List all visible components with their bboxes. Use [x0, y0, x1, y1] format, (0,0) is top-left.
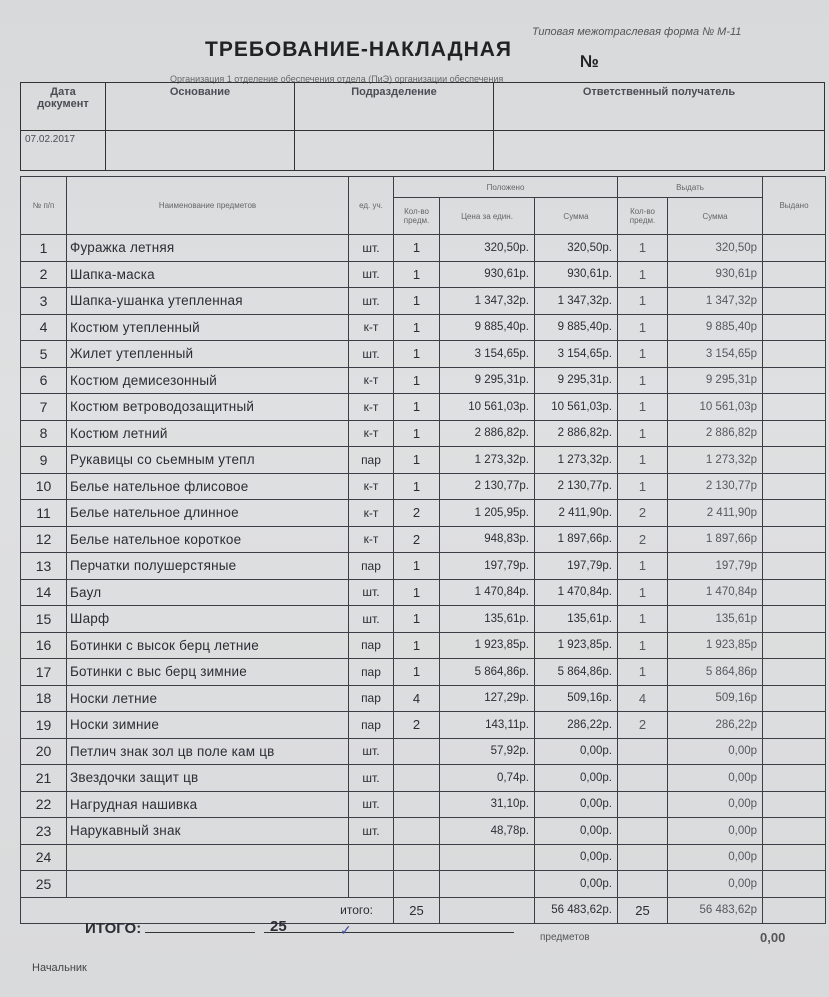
- item-price: 1 923,85р.: [440, 632, 535, 659]
- item-name: Ботинки с высок берц летние: [67, 632, 349, 659]
- row-number: 18: [21, 685, 67, 712]
- item-price: 1 347,32р.: [440, 288, 535, 315]
- item-unit: пар: [349, 659, 394, 686]
- item-unit: шт.: [349, 765, 394, 792]
- item-price: 3 154,65р.: [440, 341, 535, 368]
- item-qty: 1: [394, 314, 440, 341]
- date-value: 07.02.2017: [21, 131, 106, 171]
- item-unit: шт.: [349, 791, 394, 818]
- item-sum: 2 130,77р.: [535, 473, 618, 500]
- item-issued-qty: 2: [618, 500, 668, 527]
- row-number: 11: [21, 500, 67, 527]
- table-row: [21, 288, 826, 315]
- item-name: Звездочки защит цв: [67, 765, 349, 792]
- footer-right-value: 0,00: [760, 930, 786, 945]
- item-sum: 509,16р.: [535, 685, 618, 712]
- item-unit: [349, 871, 394, 898]
- item-extra: [763, 341, 826, 368]
- item-qty: 1: [394, 341, 440, 368]
- item-issued-sum: 1 347,32р: [668, 288, 763, 315]
- table-row: [21, 314, 826, 341]
- table-row: [21, 712, 826, 739]
- item-unit: пар: [349, 712, 394, 739]
- item-unit: шт.: [349, 606, 394, 633]
- item-name: Фуражка летняя: [67, 235, 349, 262]
- item-qty: 1: [394, 473, 440, 500]
- item-price: 320,50р.: [440, 235, 535, 262]
- item-qty: [394, 871, 440, 898]
- item-sum: 9 295,31р.: [535, 367, 618, 394]
- totals-sum: 56 483,62р.: [535, 897, 618, 924]
- table-row: [21, 235, 826, 262]
- item-sum: 930,61р.: [535, 261, 618, 288]
- row-number: 14: [21, 579, 67, 606]
- item-extra: [763, 818, 826, 845]
- item-name: Баул: [67, 579, 349, 606]
- row-number: 17: [21, 659, 67, 686]
- row-number: 15: [21, 606, 67, 633]
- division-label: Подразделение: [295, 83, 494, 131]
- item-unit: к-т: [349, 473, 394, 500]
- item-issued-sum: 286,22р: [668, 712, 763, 739]
- item-price: 197,79р.: [440, 553, 535, 580]
- item-price: 9 885,40р.: [440, 314, 535, 341]
- pen-mark-icon: ✓: [340, 922, 352, 938]
- item-name: Белье нательное флисовое: [67, 473, 349, 500]
- item-qty: [394, 738, 440, 765]
- item-qty: 1: [394, 447, 440, 474]
- row-number: 1: [21, 235, 67, 262]
- item-name: Нагрудная нашивка: [67, 791, 349, 818]
- item-issued-qty: 1: [618, 579, 668, 606]
- table-row: [21, 606, 826, 633]
- row-number: 21: [21, 765, 67, 792]
- item-issued-qty: [618, 871, 668, 898]
- item-issued-sum: 135,61р: [668, 606, 763, 633]
- item-sum: 1 897,66р.: [535, 526, 618, 553]
- table-row: [21, 526, 826, 553]
- item-name: Петлич знак зол цв поле кам цв: [67, 738, 349, 765]
- item-unit: к-т: [349, 394, 394, 421]
- col-due-qty: Кол-во предм.: [394, 198, 440, 235]
- item-sum: 2 411,90р.: [535, 500, 618, 527]
- table-row: [21, 500, 826, 527]
- row-number: 5: [21, 341, 67, 368]
- item-sum: 2 886,82р.: [535, 420, 618, 447]
- form-type-label: Типовая межотраслевая форма № М-11: [532, 26, 742, 38]
- item-issued-qty: [618, 791, 668, 818]
- item-price: 2 886,82р.: [440, 420, 535, 447]
- row-number: 12: [21, 526, 67, 553]
- table-row: [21, 738, 826, 765]
- item-issued-qty: 1: [618, 261, 668, 288]
- row-number: 4: [21, 314, 67, 341]
- item-issued-qty: 1: [618, 235, 668, 262]
- item-extra: [763, 579, 826, 606]
- header-table: [20, 82, 825, 171]
- item-price: 127,29р.: [440, 685, 535, 712]
- item-issued-sum: 509,16р: [668, 685, 763, 712]
- table-row: [21, 844, 826, 871]
- item-sum: 197,79р.: [535, 553, 618, 580]
- item-price: 143,11р.: [440, 712, 535, 739]
- item-issued-qty: [618, 818, 668, 845]
- item-issued-sum: 0,00р: [668, 844, 763, 871]
- item-price: [440, 871, 535, 898]
- item-issued-sum: 930,61р: [668, 261, 763, 288]
- item-name: Рукавицы со сьемным утепл: [67, 447, 349, 474]
- item-unit: шт.: [349, 738, 394, 765]
- item-extra: [763, 712, 826, 739]
- item-name: Костюм утепленный: [67, 314, 349, 341]
- item-issued-qty: 1: [618, 314, 668, 341]
- date-label: Дата документ: [21, 83, 106, 131]
- item-extra: [763, 500, 826, 527]
- document-title: ТРЕБОВАНИЕ-НАКЛАДНАЯ: [205, 38, 513, 61]
- item-sum: 135,61р.: [535, 606, 618, 633]
- item-unit: шт.: [349, 579, 394, 606]
- item-sum: 10 561,03р.: [535, 394, 618, 421]
- item-unit: шт.: [349, 261, 394, 288]
- footer-tail: предметов: [540, 932, 590, 943]
- item-qty: 1: [394, 394, 440, 421]
- item-extra: [763, 526, 826, 553]
- item-issued-sum: 0,00р: [668, 871, 763, 898]
- item-issued-sum: 1 923,85р: [668, 632, 763, 659]
- item-extra: [763, 844, 826, 871]
- item-sum: 286,22р.: [535, 712, 618, 739]
- col-sum: Сумма: [535, 198, 618, 235]
- row-number: 7: [21, 394, 67, 421]
- item-issued-sum: 1 273,32р: [668, 447, 763, 474]
- item-issued-sum: 2 130,77р: [668, 473, 763, 500]
- row-number: 19: [21, 712, 67, 739]
- item-issued-sum: 1 897,66р: [668, 526, 763, 553]
- col-due: Положено: [394, 177, 618, 198]
- item-issued-qty: 1: [618, 606, 668, 633]
- item-qty: [394, 791, 440, 818]
- item-extra: [763, 420, 826, 447]
- item-issued-qty: 1: [618, 394, 668, 421]
- col-name: Наименование предметов: [67, 177, 349, 235]
- item-unit: пар: [349, 447, 394, 474]
- item-issued-qty: 1: [618, 420, 668, 447]
- items-table: [20, 176, 826, 924]
- item-qty: 2: [394, 500, 440, 527]
- item-price: 2 130,77р.: [440, 473, 535, 500]
- item-sum: 0,00р.: [535, 871, 618, 898]
- row-number: 16: [21, 632, 67, 659]
- item-issued-qty: 1: [618, 447, 668, 474]
- table-row: [21, 579, 826, 606]
- item-qty: 1: [394, 261, 440, 288]
- totals-issued-sum: 56 483,62р: [668, 897, 763, 924]
- table-row: [21, 791, 826, 818]
- item-issued-qty: 1: [618, 288, 668, 315]
- table-row: [21, 685, 826, 712]
- item-sum: 1 347,32р.: [535, 288, 618, 315]
- item-name: Белье нательное короткое: [67, 526, 349, 553]
- item-issued-qty: 1: [618, 553, 668, 580]
- row-number: 8: [21, 420, 67, 447]
- item-issued-qty: 1: [618, 473, 668, 500]
- item-sum: 9 885,40р.: [535, 314, 618, 341]
- item-unit: пар: [349, 553, 394, 580]
- item-price: [440, 844, 535, 871]
- item-name: Шарф: [67, 606, 349, 633]
- item-issued-sum: 3 154,65р: [668, 341, 763, 368]
- item-name: Костюм летний: [67, 420, 349, 447]
- item-qty: 2: [394, 526, 440, 553]
- item-qty: 4: [394, 685, 440, 712]
- col-extra: Выдано: [763, 177, 826, 235]
- item-issued-sum: 1 470,84р: [668, 579, 763, 606]
- item-unit: шт.: [349, 235, 394, 262]
- footer-total-value: 25: [270, 918, 287, 935]
- row-number: 13: [21, 553, 67, 580]
- item-issued-qty: [618, 844, 668, 871]
- item-unit: к-т: [349, 526, 394, 553]
- item-price: 10 561,03р.: [440, 394, 535, 421]
- item-sum: 0,00р.: [535, 791, 618, 818]
- row-number: 10: [21, 473, 67, 500]
- item-qty: 1: [394, 420, 440, 447]
- item-name: [67, 871, 349, 898]
- item-issued-sum: 197,79р: [668, 553, 763, 580]
- item-issued-qty: 4: [618, 685, 668, 712]
- row-number: 25: [21, 871, 67, 898]
- item-unit: шт.: [349, 288, 394, 315]
- table-row: [21, 871, 826, 898]
- totals-label: итого:: [21, 897, 394, 924]
- col-issued-qty: Кол-во предм.: [618, 198, 668, 235]
- item-name: Носки зимние: [67, 712, 349, 739]
- row-number: 20: [21, 738, 67, 765]
- item-name: Носки летние: [67, 685, 349, 712]
- item-price: 1 205,95р.: [440, 500, 535, 527]
- item-extra: [763, 659, 826, 686]
- table-row: [21, 473, 826, 500]
- table-row: [21, 553, 826, 580]
- col-issued: Выдать: [618, 177, 763, 198]
- item-name: Перчатки полушерстяные: [67, 553, 349, 580]
- item-issued-sum: 0,00р: [668, 765, 763, 792]
- item-sum: 0,00р.: [535, 844, 618, 871]
- item-issued-sum: 0,00р: [668, 791, 763, 818]
- item-issued-sum: 9 295,31р: [668, 367, 763, 394]
- row-number: 24: [21, 844, 67, 871]
- table-row: [21, 341, 826, 368]
- item-qty: 1: [394, 606, 440, 633]
- item-sum: 0,00р.: [535, 765, 618, 792]
- item-issued-qty: [618, 765, 668, 792]
- recipient-label: Ответственный получатель: [494, 83, 825, 131]
- item-sum: 1 470,84р.: [535, 579, 618, 606]
- item-sum: 3 154,65р.: [535, 341, 618, 368]
- item-price: 1 470,84р.: [440, 579, 535, 606]
- basis-label: Основание: [106, 83, 295, 131]
- col-unit: ед. уч.: [349, 177, 394, 235]
- item-sum: 0,00р.: [535, 738, 618, 765]
- item-name: Костюм демисезонный: [67, 367, 349, 394]
- item-qty: 1: [394, 288, 440, 315]
- item-qty: 2: [394, 712, 440, 739]
- item-name: [67, 844, 349, 871]
- item-qty: [394, 818, 440, 845]
- item-issued-sum: 10 561,03р: [668, 394, 763, 421]
- item-name: Ботинки с выс берц зимние: [67, 659, 349, 686]
- item-unit: к-т: [349, 420, 394, 447]
- item-unit: пар: [349, 685, 394, 712]
- item-issued-qty: 2: [618, 712, 668, 739]
- footer-total-label: ИТОГО:: [85, 920, 142, 937]
- item-qty: 1: [394, 579, 440, 606]
- table-row: [21, 261, 826, 288]
- table-row: [21, 765, 826, 792]
- item-unit: шт.: [349, 818, 394, 845]
- table-row: [21, 367, 826, 394]
- item-issued-qty: 1: [618, 632, 668, 659]
- item-extra: [763, 765, 826, 792]
- item-qty: 1: [394, 235, 440, 262]
- col-issued-sum: Сумма: [668, 198, 763, 235]
- table-row: [21, 818, 826, 845]
- item-unit: шт.: [349, 341, 394, 368]
- item-qty: 1: [394, 367, 440, 394]
- item-qty: [394, 765, 440, 792]
- item-extra: [763, 314, 826, 341]
- item-unit: [349, 844, 394, 871]
- item-price: 48,78р.: [440, 818, 535, 845]
- item-price: 930,61р.: [440, 261, 535, 288]
- table-row: [21, 632, 826, 659]
- item-qty: [394, 844, 440, 871]
- item-sum: 1 923,85р.: [535, 632, 618, 659]
- item-extra: [763, 394, 826, 421]
- item-qty: 1: [394, 659, 440, 686]
- item-extra: [763, 288, 826, 315]
- item-issued-sum: 9 885,40р: [668, 314, 763, 341]
- item-unit: к-т: [349, 367, 394, 394]
- item-extra: [763, 738, 826, 765]
- item-sum: 1 273,32р.: [535, 447, 618, 474]
- item-price: 0,74р.: [440, 765, 535, 792]
- item-unit: к-т: [349, 314, 394, 341]
- row-number: 6: [21, 367, 67, 394]
- row-number: 9: [21, 447, 67, 474]
- item-name: Шапка-ушанка утепленная: [67, 288, 349, 315]
- item-issued-qty: [618, 738, 668, 765]
- item-issued-sum: 2 886,82р: [668, 420, 763, 447]
- table-row: [21, 420, 826, 447]
- item-extra: [763, 235, 826, 262]
- item-unit: пар: [349, 632, 394, 659]
- item-price: 948,83р.: [440, 526, 535, 553]
- item-price: 1 273,32р.: [440, 447, 535, 474]
- item-sum: 0,00р.: [535, 818, 618, 845]
- row-number: 23: [21, 818, 67, 845]
- totals-issued-qty: 25: [618, 897, 668, 924]
- col-price: Цена за един.: [440, 198, 535, 235]
- item-issued-sum: 0,00р: [668, 818, 763, 845]
- item-extra: [763, 367, 826, 394]
- item-extra: [763, 261, 826, 288]
- item-extra: [763, 632, 826, 659]
- item-issued-qty: 1: [618, 341, 668, 368]
- col-no: № п/п: [21, 177, 67, 235]
- item-issued-qty: 1: [618, 367, 668, 394]
- item-extra: [763, 606, 826, 633]
- item-extra: [763, 553, 826, 580]
- totals-qty: 25: [394, 897, 440, 924]
- organization-line: Организация 1 отделение обеспечения отдела (ПиЭ) организации обеспечения: [170, 74, 504, 84]
- item-issued-sum: 5 864,86р: [668, 659, 763, 686]
- items-body: [21, 235, 826, 898]
- item-issued-sum: 2 411,90р: [668, 500, 763, 527]
- item-sum: 5 864,86р.: [535, 659, 618, 686]
- item-name: Белье нательное длинное: [67, 500, 349, 527]
- item-issued-sum: 320,50р: [668, 235, 763, 262]
- table-row: [21, 394, 826, 421]
- item-sum: 320,50р.: [535, 235, 618, 262]
- row-number: 3: [21, 288, 67, 315]
- document-number-label: №: [580, 52, 599, 71]
- item-extra: [763, 871, 826, 898]
- item-price: 135,61р.: [440, 606, 535, 633]
- item-unit: к-т: [349, 500, 394, 527]
- item-qty: 1: [394, 632, 440, 659]
- item-issued-sum: 0,00р: [668, 738, 763, 765]
- item-price: 9 295,31р.: [440, 367, 535, 394]
- item-qty: 1: [394, 553, 440, 580]
- item-price: 31,10р.: [440, 791, 535, 818]
- item-price: 5 864,86р.: [440, 659, 535, 686]
- row-number: 2: [21, 261, 67, 288]
- chief-label: Начальник: [32, 962, 87, 974]
- item-issued-qty: 2: [618, 526, 668, 553]
- item-extra: [763, 473, 826, 500]
- item-extra: [763, 447, 826, 474]
- footer-total-line: [85, 920, 514, 937]
- item-name: Костюм ветроводозащитный: [67, 394, 349, 421]
- item-extra: [763, 791, 826, 818]
- table-row: [21, 447, 826, 474]
- item-name: Шапка-маска: [67, 261, 349, 288]
- row-number: 22: [21, 791, 67, 818]
- item-name: Жилет утепленный: [67, 341, 349, 368]
- table-row: [21, 659, 826, 686]
- item-price: 57,92р.: [440, 738, 535, 765]
- item-extra: [763, 685, 826, 712]
- item-issued-qty: 1: [618, 659, 668, 686]
- item-name: Нарукавный знак: [67, 818, 349, 845]
